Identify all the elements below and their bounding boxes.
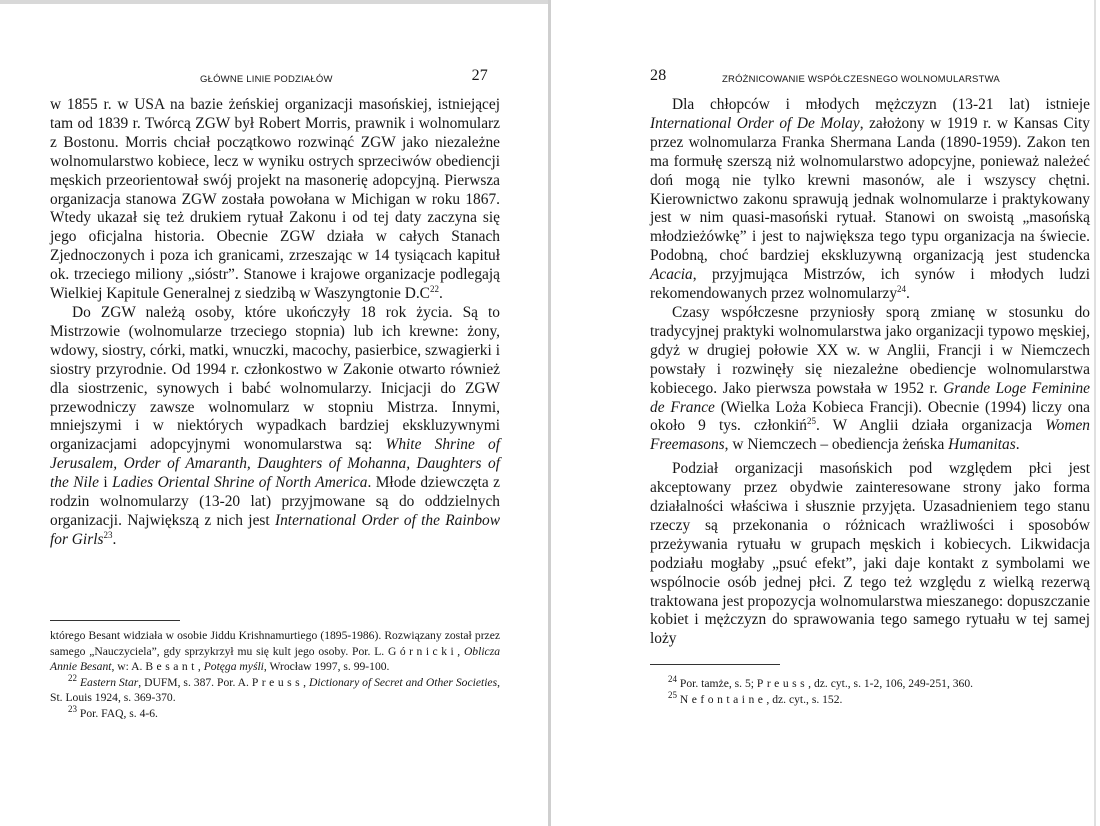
footnote-23: $^{23}$ Por. FAQ, s. 4-6. — [68, 704, 158, 720]
footnotes — [650, 676, 1090, 707]
running-head — [50, 64, 500, 88]
paragraph: w 1855 r. w USA na bazie żeńskiej organizacji masońskiej, istniejącej tam od 1839 r. Twórcą ZGW był Robert Morris, prawnik i wolnomularz z Bostonu. Morris chciał początkowo rozwinąć ZGW jako niezależne wolnomularstwo kobiece, lecz w wyniku ostrych sprzeciwów obediencji męskich przeorientował swój projekt na masonerię adopcyjną. Pierwsza organizacja stanowa ZGW została powołana w Michigan w roku 1867. Wtedy ukazał się też drukiem rytuał Zakonu i od tej daty zaczyna się jego oficjalna historia. Obecnie ZGW działa w całych Stanach Zjednoczonych i poza ich granicami, zrzeszając w 14 tysiącach kapituł ok. trzeciego miliony „sióstr”. Stanowe i krajowe organizacje podlegają Wielkiej Kapitule Generalnej z siedzibą w Waszyngtonie $D.C^{22}$. — [50, 96, 500, 303]
paragraph: Do ZGW należą osoby, które ukończyły 18 rok życia. Są to Mistrzowie (wolnomularze trzeciego stopnia) lub ich krewne: żony, wdowy, siostry, córki, matki, wnuczki, macochy, pasierbice, szwagierki i siostry przyrodnie. Od 1994 r. członkostwo w Zakonie otwarto również dla siostrzenic, synowych i babć wolnomularzy. Inicjacji do ZGW przewodniczy zawsze wolnomularz w stopniu Mistrza. Innymi, mniejszymi i w niektórych wypadkach bardziej ekskluzywnymi organizacjami adopcyjnymi wonomularstwa są: White Shrine of Jerusalem, Order of Amaranth, Daughters of Mohanna, Daughters of the Nile i Ladies Oriental Shrine of North America. Młode dziewczęta z rodzin wolnomularzy (13-20 lat) przyjmowane są do oddzielnych organizacji. Największą z nich jest International Order of the Rainbow for Girls$^{23}$. — [50, 303, 500, 548]
footnote-22: $^{22}$ Eastern Star, DUFM, s. 387. Por. A. Preuss, Dictionary of Secret and Other Societies, St. Louis 1924, s. 369-370. — [50, 672, 500, 705]
running-head-title: ZRÓŻNICOWANIE WSPÓŁCZESNEGO WOLNOMULARSTWA — [722, 74, 1000, 85]
footnote-24: $^{24}$ Por. tamże, s. 5; Preuss, dz. cyt., s. 1-2, 106, 249-251, 360. — [668, 674, 974, 690]
body-text — [650, 96, 1090, 649]
footnote-rule — [650, 664, 780, 665]
footnote-25: $^{25}$ Nefontaine, dz. cyt., s. 152. — [668, 689, 843, 706]
paragraph: Dla chłopców i młodych mężczyzn (13-21 lat) istnieje International Order of De Molay, założony w 1919 r. w Kansas City przez wolnomularza Franka Shermana Landa (1890-1959). Zakon ten ma formułę szerszą niż wolnomularstwo adopcyjne, ponieważ należeć doń mogą nie tylko krewni masonów, ale i wszyscy chętni. Kierownictwo zakonu sprawują jednak wolnomularze i praktykowany jest w nim quasi-masoński rytuał. Stanowi on swoistą „masońską młodzieżówkę” i jest to największa tego typu organizacja na świecie. Podobną, choć bardziej ekskluzywną organizacją jest studencka Acacia, przyjmująca Mistrzów, ich synów i młodych ludzi rekomendowanych przez wolnomularzy$^{24}$. — [650, 96, 1090, 303]
paragraph: Podział organizacji masońskich pod względem płci jest akceptowany przez obydwie zainteresowane strony jako forma działalności właściwa i słusznie przyjęta. Uzasadnieniem tego stanu rzeczy są przekonania o różnicach wrażliwości i sposobów przeżywania rytuału w grupach męskich i kobiecych. Likwidacja podziału mogłaby „psuć efekt”, jaki daje kontakt z symbolami we wspólnocie osób jednej płci. Z tego też względu z wielką rezerwą traktowana jest propozycja wolnomularstwa mieszanego: dopuszczanie kobiet i mężczyzn do sprawowania tego samego rytuału w tej samej loży — [650, 460, 1090, 648]
page-number: 27 — [471, 67, 488, 84]
paragraph: Czasy współczesne przyniosły sporą zmianę w stosunku do tradycyjnej praktyki wolnomularstwa jako organizacji typowo męskiej, gdyż w drugiej połowie XX w. w Anglii, Francji i w Niemczech powstały i rozwinęły się niezależne obediencje wolnomularstwa kobiecego. Jako pierwsza powstała w 1952 r. Grande Loge Feminine de France (Wielka Loża Kobieca Francji). Obecnie (1994) liczy ona około 9 tys. członkiń$^{25}$. W Anglii działa organizacja Women Freemasons, w Niemczech – obediencja żeńska Humanitas. — [650, 303, 1090, 454]
scan-right-edge — [1094, 0, 1096, 826]
footnote-ref: 23 — [103, 529, 113, 540]
page-number: 28 — [650, 67, 667, 84]
footnote-ref: 25 — [806, 416, 816, 427]
running-head — [650, 64, 1090, 88]
footnote-rule — [50, 620, 180, 621]
running-head-title: GŁÓWNE LINIE PODZIAŁÓW — [200, 74, 333, 85]
scan-top-edge — [0, 0, 548, 4]
footnotes — [50, 628, 500, 722]
footnote-continued: którego Besant widziała w osobie Jiddu Krishnamurtiego (1895-1986). Rozwiązany został przez samego „Nauczyciela”, gdy sprzykrzył mu się kult jego osoby. Por. L. Górnicki, Oblicza Annie Besant, w: A. Besant, Potęga myśli, Wrocław 1997, s. 99-100. — [50, 629, 501, 674]
body-text — [50, 96, 500, 550]
footnote-ref: 24 — [897, 283, 907, 294]
footnote-ref: 22 — [429, 283, 439, 294]
book-gutter — [548, 0, 551, 826]
